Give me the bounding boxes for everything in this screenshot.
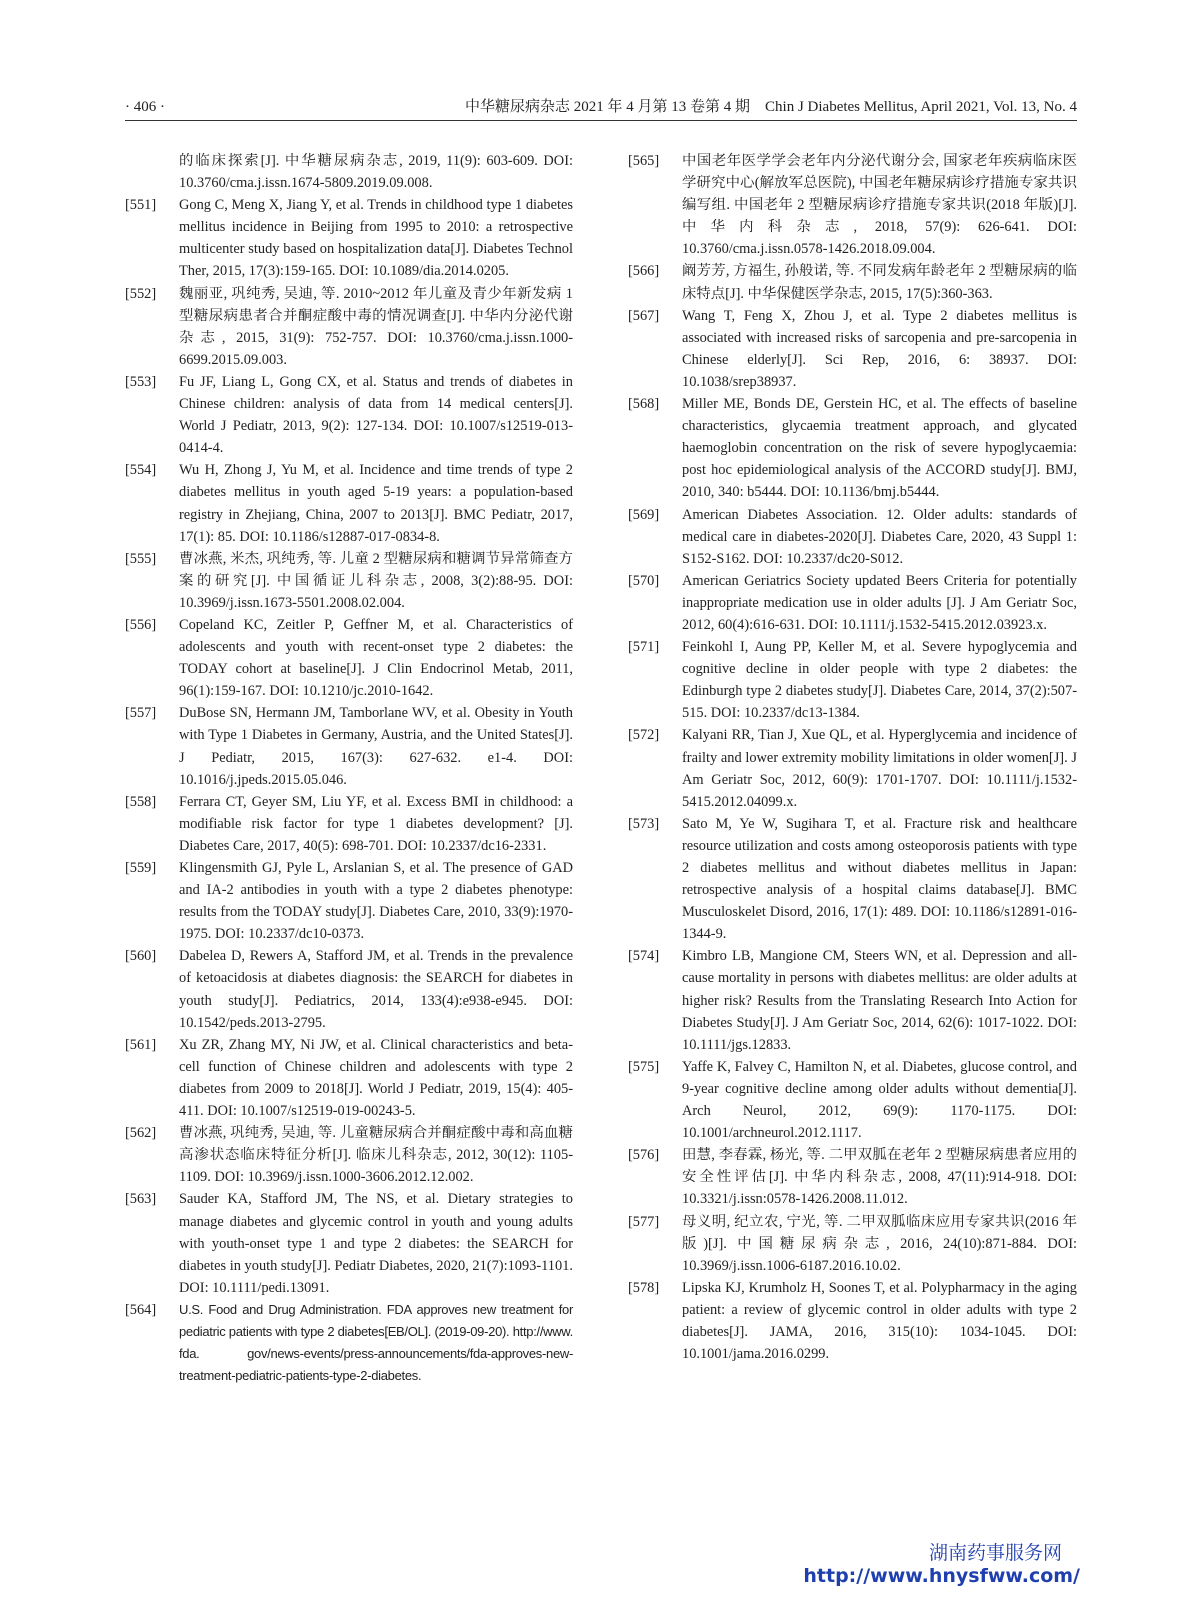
- reference-text: Gong C, Meng X, Jiang Y, et al. Trends in childhood type 1 diabetes mellitus incidence in Beijing from 1995 to 2010: a retrospective multicenter study based on hospitalization data[J]. Diabetes Technol Ther, 2015, 17(3):159-165. DOI: 10.1089/dia.2014.0205.: [179, 197, 573, 280]
- reference-text: Dabelea D, Rewers A, Stafford JM, et al. Trends in the prevalence of ketoacidosis at diabetes diagnosis: the SEARCH for diabetes in youth study[J]. Pediatrics, 2014, 133(4):e938-e945. DOI: 10.1542/peds.2013-2795.: [179, 948, 573, 1031]
- reference-number: [577]: [628, 1213, 660, 1230]
- reference-number: [555]: [125, 550, 157, 567]
- reference-column-left: [125, 150, 573, 1387]
- reference-entry: [125, 371, 573, 459]
- reference-entry: [628, 636, 1077, 724]
- reference-text: 曹冰燕, 米杰, 巩纯秀, 等. 儿童 2 型糖尿病和糖调节异常筛查方案的研究[J]. 中国循证儿科杂志, 2008, 3(2):88-95. DOI: 10.3969/j.issn.1673-5501.2008.02.004.: [179, 550, 573, 611]
- reference-text: DuBose SN, Hermann JM, Tamborlane WV, et al. Obesity in Youth with Type 1 Diabetes in Germany, Austria, and the United States[J]. J Pediatr, 2015, 167(3): 627-632. e1-4. DOI: 10.1016/j.jpeds.2015.05.046.: [179, 705, 573, 788]
- reference-entry: [125, 791, 573, 857]
- reference-entry: [628, 1211, 1077, 1277]
- reference-number: [553]: [125, 373, 157, 390]
- reference-number: [563]: [125, 1191, 157, 1208]
- reference-number: [560]: [125, 948, 157, 965]
- reference-number: [567]: [628, 307, 660, 324]
- reference-entry: [125, 150, 573, 194]
- reference-number: [552]: [125, 285, 157, 302]
- reference-text: 的临床探索[J]. 中华糖尿病杂志, 2019, 11(9): 603-609. DOI: 10.3760/cma.j.issn.1674-5809.2019.09.008.: [179, 153, 573, 192]
- reference-text: Wang T, Feng X, Zhou J, et al. Type 2 diabetes mellitus is associated with increased risks of sarcopenia and pre-sarcopenia in Chinese elderly[J]. Sci Rep, 2016, 6: 38937. DOI: 10.1038/srep38937.: [682, 307, 1077, 390]
- reference-text: Lipska KJ, Krumholz H, Soones T, et al. Polypharmacy in the aging patient: a review of glycemic control in older adults with type 2 diabetes[J]. JAMA, 2016, 315(10): 1034-1045. DOI: 10.1001/jama.2016.0299.: [682, 1279, 1077, 1363]
- reference-text: Copeland KC, Zeitler P, Geffner M, et al. Characteristics of adolescents and youth with recent-onset type 2 diabetes: the TODAY cohort at baseline[J]. J Clin Endocrinol Metab, 2011, 96(1):159-167. DOI: 10.1210/jc.2010-1642.: [179, 616, 573, 700]
- running-header: [125, 96, 1077, 121]
- reference-number: [559]: [125, 860, 157, 876]
- reference-entry: [125, 1034, 573, 1122]
- reference-number: [564]: [125, 1301, 157, 1318]
- reference-entry: [125, 945, 573, 1033]
- reference-number: [573]: [628, 815, 660, 832]
- page-number: · 406 ·: [125, 99, 165, 115]
- reference-entry: [125, 548, 573, 614]
- reference-entry: [628, 945, 1077, 1055]
- journal-citation-line: 中华糖尿病杂志 2021 年 4 月第 13 卷第 4 期 Chin J Diabetes Mellitus, April 2021, Vol. 13, No. 4: [465, 99, 1077, 115]
- reference-text: American Geriatrics Society updated Beers Criteria for potentially inappropriate medication use in older adults [J]. J Am Geriatr Soc, 2012, 60(4):616-631. DOI: 10.1111/j.1532-5415.2012.03923.x.: [682, 572, 1077, 633]
- reference-number: [554]: [125, 462, 157, 479]
- reference-text: Sato M, Ye W, Sugihara T, et al. Fracture risk and healthcare resource utilization and costs among osteoporosis patients with type 2 diabetes mellitus and without diabetes mellitus in Japan: retrospective analysis of a hospital claims database[J]. BMC Musculoskelet Disord, 2016, 17(1): 489. DOI: 10.1186/s12891-016-1344-9.: [682, 815, 1077, 943]
- reference-entry: [125, 194, 573, 282]
- reference-entry: [125, 614, 573, 702]
- reference-text: Feinkohl I, Aung PP, Keller M, et al. Severe hypoglycemia and cognitive decline in older people with type 2 diabetes: the Edinburgh type 2 diabetes study[J]. Diabetes Care, 2014, 37(2):507-515. DOI: 10.2337/dc13-1384.: [682, 639, 1077, 722]
- reference-text: 母义明, 纪立农, 宁光, 等. 二甲双胍临床应用专家共识(2016 年版)[J]. 中国糖尿病杂志, 2016, 24(10):871-884. DOI: 10.3969/j.issn.1006-6187.2016.10.02.: [682, 1213, 1077, 1274]
- reference-number: [568]: [628, 396, 660, 413]
- reference-text: 曹冰燕, 巩纯秀, 吴迪, 等. 儿童糖尿病合并酮症酸中毒和高血糖高渗状态临床特征分析[J]. 临床儿科杂志, 2012, 30(12): 1105-1109. DOI: 10.3969/j.issn.1000-3606.2012.12.002.: [179, 1125, 573, 1186]
- reference-entry: [628, 260, 1077, 304]
- reference-text: Fu JF, Liang L, Gong CX, et al. Status and trends of diabetes in Chinese children: analysis of data from 14 medical centers[J]. World J Pediatr, 2013, 9(2): 127-134. DOI: 10.1007/s12519-013-0414-4.: [179, 373, 573, 457]
- reference-number: [569]: [628, 506, 660, 523]
- reference-entry: [628, 150, 1077, 260]
- reference-entry: [628, 1056, 1077, 1144]
- reference-entry: [628, 393, 1077, 503]
- reference-entry: [628, 813, 1077, 946]
- reference-text: Ferrara CT, Geyer SM, Liu YF, et al. Excess BMI in childhood: a modifiable risk factor for type 1 diabetes development? [J]. Diabetes Care, 2017, 40(5): 698-701. DOI: 10.2337/dc16-2331.: [179, 793, 573, 854]
- reference-number: [565]: [628, 153, 660, 169]
- reference-entry: [628, 1277, 1077, 1365]
- reference-number: [557]: [125, 705, 157, 722]
- reference-number: [571]: [628, 639, 660, 656]
- reference-number: [561]: [125, 1036, 157, 1053]
- reference-number: [576]: [628, 1147, 660, 1164]
- reference-text: 中国老年医学学会老年内分泌代谢分会, 国家老年疾病临床医学研究中心(解放军总医院), 中国老年糖尿病诊疗措施专家共识编写组. 中国老年 2 型糖尿病诊疗措施专家共识(2018 年版)[J]. 中华内科杂志, 2018, 57(9): 626-641. DOI: 10.3760/cma.j.issn.0578-1426.2018.09.004.: [682, 153, 1077, 258]
- reference-text: Kalyani RR, Tian J, Xue QL, et al. Hyperglycemia and incidence of frailty and lower extremity mobility limitations in older women[J]. J Am Geriatr Soc, 2012, 60(9): 1701-1707. DOI: 10.1111/j.1532-5415.2012.04099.x.: [682, 727, 1077, 810]
- reference-text: 魏丽亚, 巩纯秀, 吴迪, 等. 2010~2012 年儿童及青少年新发病 1 型糖尿病患者合并酮症酸中毒的情况调查[J]. 中华内分泌代谢杂志, 2015, 31(9): 752-757. DOI: 10.3760/cma.j.issn.1000-6699.2015.09.003.: [179, 285, 573, 368]
- reference-number: [556]: [125, 616, 157, 633]
- reference-number: [558]: [125, 793, 157, 810]
- reference-text: 阚芳芳, 方福生, 孙般诺, 等. 不同发病年龄老年 2 型糖尿病的临床特点[J]. 中华保健医学杂志, 2015, 17(5):360-363.: [682, 263, 1077, 302]
- reference-entry: [628, 724, 1077, 812]
- watermark-url-link[interactable]: http://www.hnysfww.com/: [803, 1565, 1080, 1587]
- reference-text: 田慧, 李春霖, 杨光, 等. 二甲双胍在老年 2 型糖尿病患者应用的安全性评估[J]. 中华内科杂志, 2008, 47(11):914-918. DOI: 10.3321/j.issn:0578-1426.2008.11.012.: [682, 1147, 1077, 1208]
- reference-text: Xu ZR, Zhang MY, Ni JW, et al. Clinical characteristics and beta-cell function of Chinese children and adolescents with type 2 diabetes from 2009 to 2018[J]. World J Pediatr, 2019, 15(4): 405-411. DOI: 10.1007/s12519-019-00243-5.: [179, 1036, 573, 1120]
- reference-entry: [125, 702, 573, 790]
- reference-entry: [628, 1144, 1077, 1210]
- reference-entry: [125, 1122, 573, 1188]
- reference-column-right: [628, 150, 1077, 1365]
- reference-number: [578]: [628, 1279, 660, 1296]
- reference-text: Wu H, Zhong J, Yu M, et al. Incidence and time trends of type 2 diabetes mellitus in youth aged 5-19 years: a population-based registry in Zhejiang, China, 2007 to 2013[J]. BMC Pediatr, 2017, 17(1): 85. DOI: 10.1186/s12887-017-0834-8.: [179, 462, 573, 545]
- reference-entry: [125, 1188, 573, 1298]
- reference-entry: [125, 459, 573, 547]
- watermark: [803, 1542, 1080, 1588]
- reference-number: [562]: [125, 1125, 157, 1142]
- reference-text: U.S. Food and Drug Administration. FDA approves new treatment for pediatric patients with type 2 diabetes[EB/OL]. (2019-09-20). http://www. fda. gov/news-events/press-announcements/fda-approves-new-treatment-pediatric-patients-type-2-diabetes.: [179, 1301, 573, 1384]
- reference-number: [575]: [628, 1058, 660, 1075]
- reference-number: [566]: [628, 263, 660, 280]
- reference-number: [572]: [628, 727, 660, 744]
- watermark-site-name: 湖南药事服务网: [928, 1542, 1062, 1564]
- reference-entry: [125, 857, 573, 945]
- reference-number: [551]: [125, 197, 157, 214]
- reference-entry: [628, 570, 1077, 636]
- reference-entry: [125, 283, 573, 371]
- reference-text: Yaffe K, Falvey C, Hamilton N, et al. Diabetes, glucose control, and 9-year cognitive decline among older adults without dementia[J]. Arch Neurol, 2012, 69(9): 1170-1175. DOI: 10.1001/archneurol.2012.1117.: [682, 1058, 1077, 1142]
- reference-entry: [628, 504, 1077, 570]
- reference-entry: [125, 1299, 573, 1387]
- reference-number: [574]: [628, 948, 660, 965]
- reference-text: Sauder KA, Stafford JM, The NS, et al. Dietary strategies to manage diabetes and glycemic control in youth and young adults with youth-onset type 1 and type 2 diabetes: the SEARCH for diabetes in youth study[J]. Pediatr Diabetes, 2020, 21(7):1093-1101. DOI: 10.1111/pedi.13091.: [179, 1191, 573, 1296]
- reference-text: American Diabetes Association. 12. Older adults: standards of medical care in diabetes-2020[J]. Diabetes Care, 2020, 43 Suppl 1: S152-S162. DOI: 10.2337/dc20-S012.: [682, 506, 1077, 567]
- reference-text: Miller ME, Bonds DE, Gerstein HC, et al. The effects of baseline characteristics, glycaemia treatment approach, and glycated haemoglobin concentration on the risk of severe hypoglycaemia: post hoc epidemiological analysis of the ACCORD study[J]. BMJ, 2010, 340: b5444. DOI: 10.1136/bmj.b5444.: [682, 396, 1077, 501]
- reference-entry: [628, 305, 1077, 393]
- reference-text: Kimbro LB, Mangione CM, Steers WN, et al. Depression and all-cause mortality in persons with diabetes mellitus: are older adults at higher risk? Results from the Translating Research Into Action for Diabetes Study[J]. J Am Geriatr Soc, 2014, 62(6): 1017-1022. DOI: 10.1111/jgs.12833.: [682, 948, 1077, 1053]
- reference-number: [570]: [628, 572, 660, 589]
- reference-text: Klingensmith GJ, Pyle L, Arslanian S, et al. The presence of GAD and IA-2 antibodies in youth with a type 2 diabetes phenotype: results from the TODAY study[J]. Diabetes Care, 2010, 33(9):1970-1975. DOI: 10.2337/dc10-0373.: [179, 860, 573, 943]
